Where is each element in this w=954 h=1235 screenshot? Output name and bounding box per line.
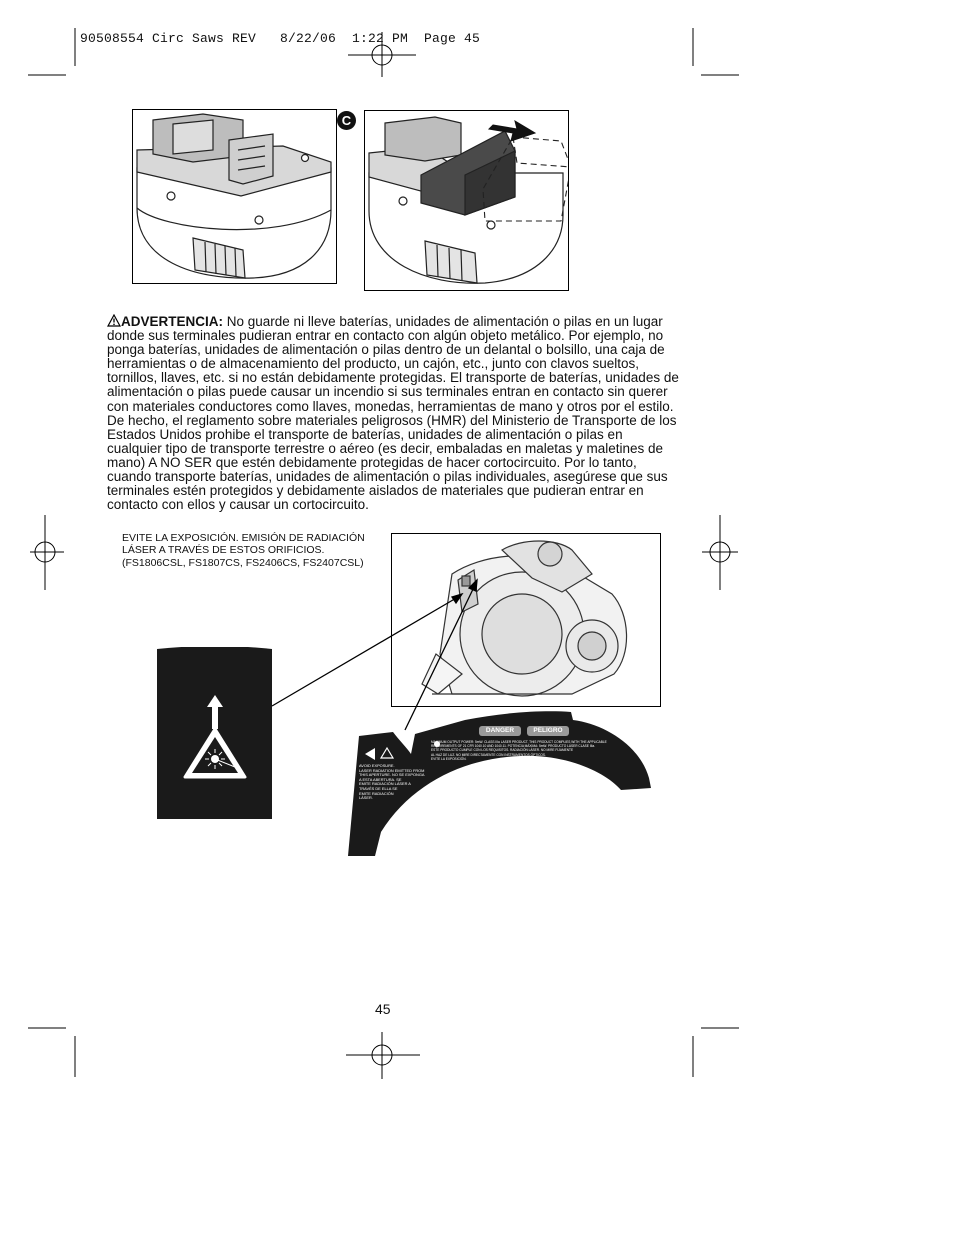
laser-caption-line-2: LÁSER A TRAVÉS DE ESTOS ORIFICIOS. xyxy=(122,544,325,557)
laser-label-panel xyxy=(157,647,273,822)
laser-decal xyxy=(345,708,655,858)
decal-peligro: PELIGRO xyxy=(533,727,563,734)
decal-danger: DANGER xyxy=(485,727,515,734)
laser-caption-line-3: (FS1806CSL, FS1807CS, FS2406CS, FS2407CSL) xyxy=(122,556,364,569)
decal-fine-print: MAXIMUM OUTPUT POWER: 5mW. CLASS IIIa LASER PRODUCT. THIS PRODUCT COMPLIES WITH THE APPLICABLE REQUIREMENTS OF 21 CFR 1040.10 AND 1040.11. POTENCIA MÁXIMA: 5mW. PRODUCTO LÁSER CLASE IIIa. ESTE PRODUCTO CUMPLE CON LOS REQUISITOS. RADIACIÓN LÁSER. NO MIRE FIJAMENTE AL HAZ DE LUZ. NO MIRE DIRECTAMENTE CON INSTRUMENTOS ÓPTICOS. EVITE LA EXPOSICIÓN. xyxy=(431,740,607,761)
print-slug: 90508554 Circ Saws REV 8/22/06 1:22 PM Page 45 xyxy=(80,31,481,46)
laser-caption-line-1: EVITE LA EXPOSICIÓN. EMISIÓN DE RADIACIÓN xyxy=(122,532,365,544)
page-number: 45 xyxy=(375,1001,391,1017)
warning-label: ADVERTENCIA: xyxy=(121,314,224,329)
figure-label-badge: C xyxy=(337,111,356,130)
decal-avoid-text: AVOID EXPOSURE. LASER RADIATION EMITTED FROM THIS APERTURE. NO SE EXPONGA A ESTA ABERTURA. SE EMITE RADIACIÓN LÁSER A TRAVÉS DE ELLA SE EMITE RADIACIÓN LÁSER. xyxy=(359,763,425,801)
warning-text: No guarde ni lleve baterías, unidades de alimentación o pilas en un lugar donde sus terminales pudieran entrar en contacto con algún objeto metálico. Por ejemplo, no ponga baterías, unidades de alimentación o pilas dentro de un delantal o bolsillo, una caja de herramientas o de almacenamiento del producto, un cajón, etc., junto con clavos sueltos, tornillos, llaves, etc. si no están debidamente protegidas. El transporte de baterías, unidades de alimentación o pilas puede causar un incendio si sus terminales entran en contacto sin querer con materiales conductores como llaves, monedas, herramientas de mano y otros por el estilo. De hecho, el reglamento sobre materiales peligrosos (HMR) del Ministerio de Transporte de los Estados Unidos prohibe el transporte de baterías, unidades de alimentación o pilas en cualquier tipo de transporte terrestre o aéreo (es decir, embaladas en maletas y maletines de mano) A NO SER que estén debidamente protegidas de hacer cortocircuito. Por lo tanto, cuando transporte baterías, unidades de alimentación o pilas individuales, asegúrese que sus terminales estén protegidos y debidamente aislados de materiales que pudieran entrar en contacto con ellos y causar un cortocircuito. xyxy=(107,314,679,513)
